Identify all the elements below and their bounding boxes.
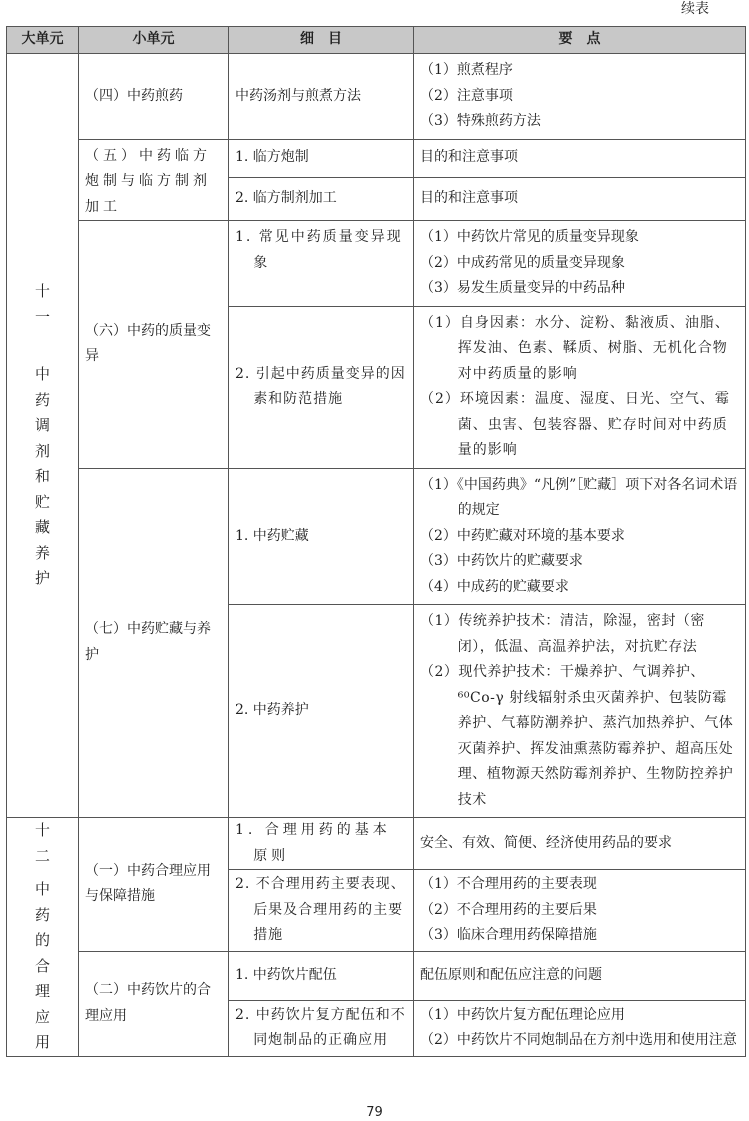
subunit-6: （六）中药的质量变异 <box>79 221 229 469</box>
table-row <box>7 221 746 307</box>
item-cell: 2. 临方制剂加工 <box>229 177 414 220</box>
points-cell: 目的和注意事项 <box>414 177 746 220</box>
table-row <box>7 818 746 870</box>
table-row <box>7 951 746 1000</box>
header-subunit: 小单元 <box>79 27 229 54</box>
points-cell: （1）传统养护技术：清洁，除湿，密封（密闭），低温、高温养护法，对抗贮存法 （2）现代养护技术：干燥养护、气调养护、⁶⁰Co-γ 射线辐射杀虫灭菌养护、包装防霉养护、气幕防潮养护、蒸汽加热养护、气体灭菌养护、挥发油熏蒸防霉养护、超高压处理、植物源天然防霉剂养护、生物防控养护技术 <box>414 605 746 818</box>
points-cell: （1）中药饮片常见的质量变异现象 （2）中成药常见的质量变异现象 （3）易发生质量变异的中药品种 <box>414 221 746 307</box>
item-cell: 1. 中药贮藏 <box>229 468 414 605</box>
item-cell: 1. 常见中药质量变异现象 <box>229 221 414 307</box>
header-points: 要 点 <box>414 27 746 54</box>
points-cell: （1）煎煮程序 （2）注意事项 （3）特殊煎药方法 <box>414 54 746 140</box>
header-item: 细 目 <box>229 27 414 54</box>
points-cell: 安全、有效、简便、经济使用药品的要求 <box>414 818 746 870</box>
points-cell: （1）自身因素：水分、淀粉、黏液质、油脂、挥发油、色素、鞣质、树脂、无机化合物对中药质量的影响 （2）环境因素：温度、湿度、日光、空气、霉菌、虫害、包装容器、贮存时间对中药质量的影响 <box>414 306 746 468</box>
item-cell: 1. 临方炮制 <box>229 139 414 177</box>
unit-11-cell <box>7 54 79 818</box>
item-cell: 1. 合理用药的基本原则 <box>229 818 414 870</box>
subunit-12-2: （二）中药饮片的合理应用 <box>79 951 229 1056</box>
header-row <box>7 27 746 54</box>
points-cell: （1）《中国药典》“凡例”［贮藏］项下对各名词术语的规定 （2）中药贮藏对环境的基本要求 （3）中药饮片的贮藏要求 （4）中成药的贮藏要求 <box>414 468 746 605</box>
item-cell: 中药汤剂与煎煮方法 <box>229 54 414 140</box>
table-row <box>7 468 746 605</box>
points-cell: 配伍原则和配伍应注意的问题 <box>414 951 746 1000</box>
unit-11-label: 十 一 中 药 调 剂 和 贮 藏 养 护 <box>34 282 50 588</box>
table-row <box>7 139 746 177</box>
subunit-12-1: （一）中药合理应用与保障措施 <box>79 818 229 952</box>
page-number: 79 <box>366 1105 383 1120</box>
points-cell: 目的和注意事项 <box>414 139 746 177</box>
subunit-4: （四）中药煎药 <box>79 54 229 140</box>
subunit-5: （五）中药临方炮制与临方制剂加工 <box>79 139 229 221</box>
unit-12-label: 十 二 中 药 的 合 理 应 用 <box>34 821 50 1051</box>
unit-12-cell <box>7 818 79 1057</box>
item-cell: 2. 不合理用药主要表现、后果及合理用药的主要措施 <box>229 870 414 952</box>
table-row <box>7 54 746 140</box>
item-cell: 1. 中药饮片配伍 <box>229 951 414 1000</box>
subunit-7: （七）中药贮藏与养护 <box>79 468 229 818</box>
header-unit: 大单元 <box>7 27 79 54</box>
points-cell: （1）中药饮片复方配伍理论应用 （2）中药饮片不同炮制品在方剂中选用和使用注意 <box>414 1000 746 1056</box>
continued-label: 续表 <box>681 1 709 17</box>
item-cell: 2. 引起中药质量变异的因素和防范措施 <box>229 306 414 468</box>
item-cell: 2. 中药养护 <box>229 605 414 818</box>
syllabus-table <box>6 26 746 1057</box>
points-cell: （1）不合理用药的主要表现 （2）不合理用药的主要后果 （3）临床合理用药保障措施 <box>414 870 746 952</box>
item-cell: 2. 中药饮片复方配伍和不同炮制品的正确应用 <box>229 1000 414 1056</box>
